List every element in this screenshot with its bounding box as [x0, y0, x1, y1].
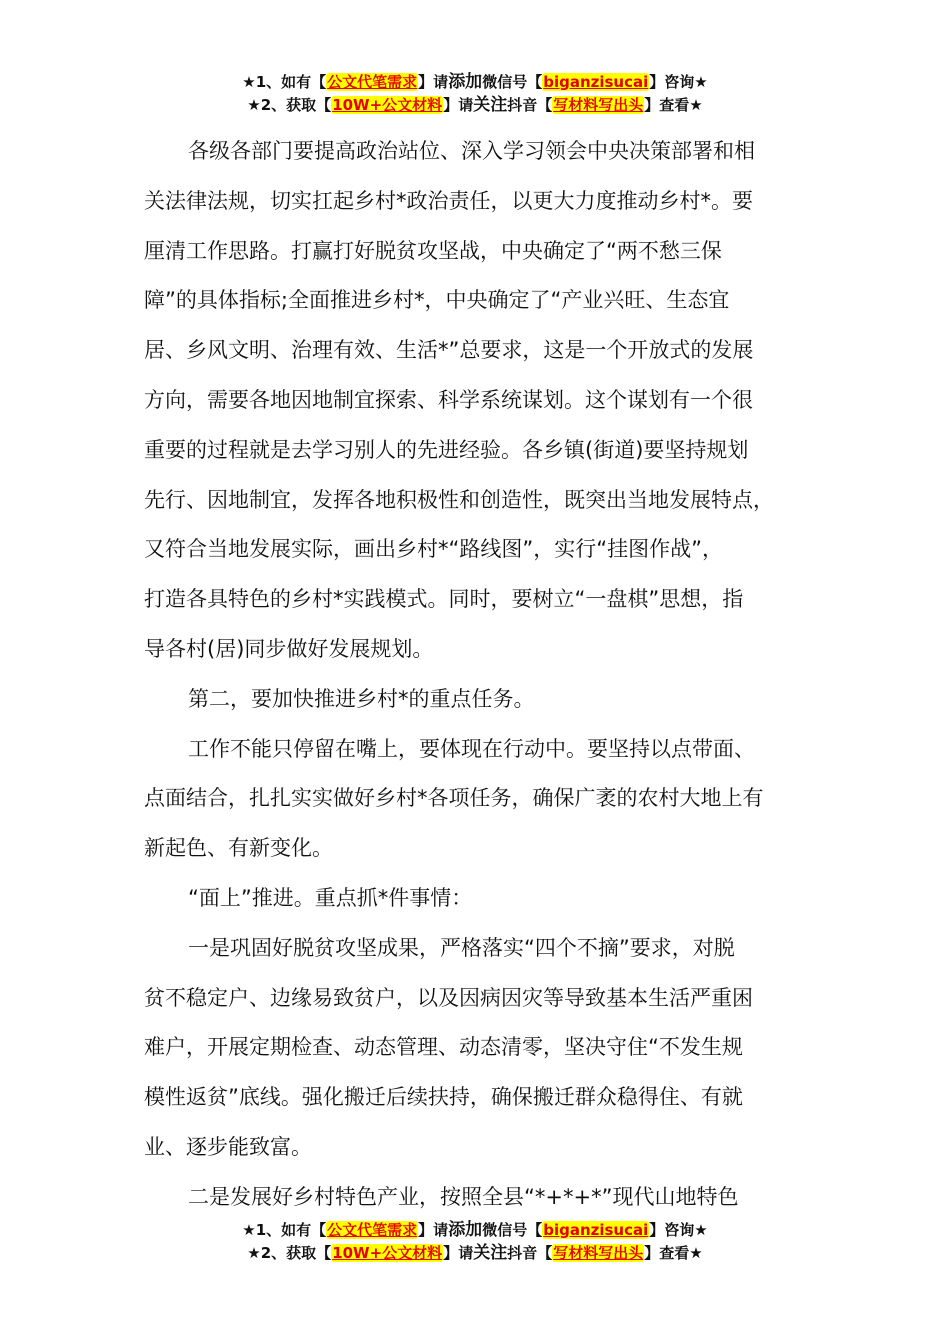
highlight-text: 写材料写出头: [553, 96, 644, 114]
text-line: 新起色、有新变化。: [144, 836, 333, 861]
banner-text: 抖音【: [507, 96, 553, 114]
document-body: [144, 127, 834, 1223]
banner-text: 微信号【: [482, 73, 543, 91]
text-line: 厘清工作思路。打赢打好脱贫攻坚战，中央确定了“两不愁三保: [144, 238, 722, 263]
highlight-text: 公文代笔需求: [327, 1221, 418, 1239]
footer-banner: [0, 1219, 950, 1265]
banner-text: 抖音【: [507, 1244, 553, 1262]
banner-emphasis: 添加: [448, 72, 483, 92]
text-line: 贫不稳定户、边缘易致贫户，以及因病因灾等导致基本生活严重困: [144, 985, 753, 1010]
banner-emphasis: 添加: [448, 1220, 483, 1240]
text-line: 一是巩固好脱贫攻坚成果，严格落实“四个不摘”要求，对脱: [188, 935, 735, 960]
text-line: 难户，开展定期检查、动态管理、动态清零，坚决守住“不发生规: [144, 1035, 743, 1060]
text-line: 方向，需要各地因地制宜探索、科学系统谋划。这个谋划有一个很: [144, 387, 753, 412]
highlight-text: 写材料写出头: [553, 1244, 644, 1262]
banner-text: ★1、如有【: [242, 1221, 327, 1239]
text-line: 模性返贫”底线。强化搬迁后续扶持，确保搬迁群众稳得住、有就: [144, 1085, 743, 1110]
text-line: 又符合当地发展实际，画出乡村*“路线图”，实行“挂图作战”，: [144, 537, 724, 562]
banner-emphasis: 关注: [473, 1243, 508, 1263]
text-line: 二是发展好乡村特色产业，按照全县“*+*+*”现代山地特色: [188, 1184, 739, 1209]
text-line: 障”的具体指标;全面推进乡村*，中央确定了“产业兴旺、生态宜: [144, 288, 730, 313]
banner-text: ★2、获取【: [247, 96, 332, 114]
banner-text: ★1、如有【: [242, 73, 327, 91]
banner-emphasis: 关注: [473, 95, 508, 115]
highlight-text: biganzisucai: [543, 1221, 649, 1239]
banner-text: 】咨询★: [649, 1221, 708, 1239]
banner-text: 】请: [443, 1244, 474, 1262]
banner-text: 】查看★: [644, 1244, 703, 1262]
text-line: 关法律法规，切实扛起乡村*政治责任，以更大力度推动乡村*。要: [144, 188, 753, 213]
text-line: 工作不能只停留在嘴上，要体现在行动中。要坚持以点带面、: [188, 736, 755, 761]
text-line: 重要的过程就是去学习别人的先进经验。各乡镇(街道)要坚持规划: [144, 437, 749, 462]
banner-text: 】请: [418, 73, 449, 91]
text-line: 打造各具特色的乡村*实践模式。同时，要树立“一盘棋”思想，指: [144, 587, 744, 612]
text-line: 第二，要加快推进乡村*的重点任务。: [188, 686, 535, 711]
highlight-text: biganzisucai: [543, 73, 649, 91]
banner-text: 】咨询★: [649, 73, 708, 91]
text-line: 居、乡风文明、治理有效、生活*”总要求，这是一个开放式的发展: [144, 338, 754, 363]
banner-text: 】请: [418, 1221, 449, 1239]
banner-line-2: [0, 1242, 950, 1265]
banner-line-2: [0, 94, 950, 117]
banner-text: 】请: [443, 96, 474, 114]
text-line: 导各村(居)同步做好发展规划。: [144, 636, 434, 661]
text-line: 业、逐步能致富。: [144, 1134, 312, 1159]
header-banner: [0, 71, 950, 117]
highlight-text: 10W+公文材料: [332, 1244, 443, 1262]
banner-text: 】查看★: [644, 96, 703, 114]
banner-text: ★2、获取【: [247, 1244, 332, 1262]
text-line: “面上”推进。重点抓*件事情：: [188, 885, 473, 910]
highlight-text: 10W+公文材料: [332, 96, 443, 114]
text-line: 点面结合，扎扎实实做好乡村*各项任务，确保广袤的农村大地上有: [144, 786, 764, 811]
text-line: 先行、因地制宜，发挥各地积极性和创造性，既突出当地发展特点，: [144, 487, 774, 512]
banner-line-1: [0, 1219, 950, 1242]
highlight-text: 公文代笔需求: [327, 73, 418, 91]
text-line: 各级各部门要提高政治站位、深入学习领会中央决策部署和相: [188, 139, 755, 163]
banner-line-1: [0, 71, 950, 94]
banner-text: 微信号【: [482, 1221, 543, 1239]
